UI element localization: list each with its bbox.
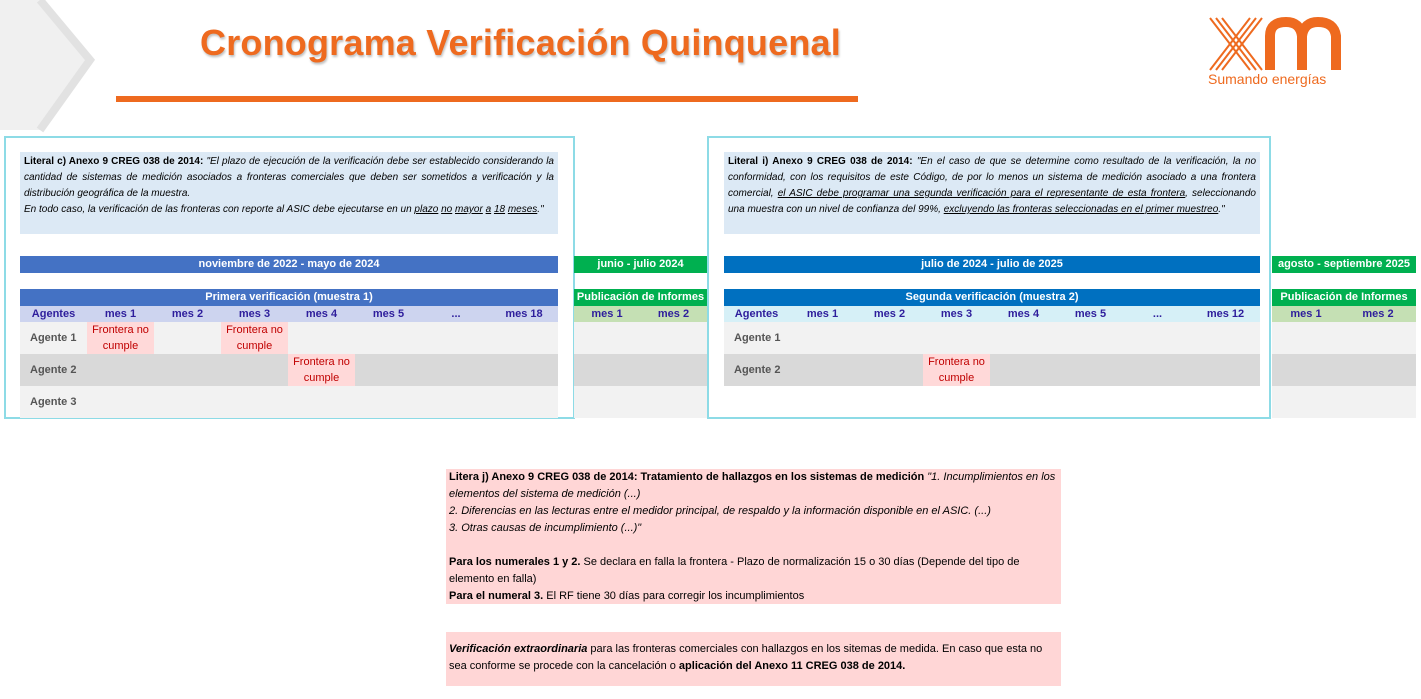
left-agent-row-3: Agente 3 <box>20 386 558 418</box>
fail-label: cumple <box>938 372 975 384</box>
right-header-month: mes 12 <box>1191 306 1260 322</box>
right-agent-row-1: Agente 1 <box>724 322 1260 354</box>
literal-i-underline1: el ASIC debe programar una segunda verificación para el representante de esta frontera <box>777 188 1186 199</box>
fail-cell-agent1-mes1 <box>87 322 154 354</box>
left-header-month: ... <box>422 306 490 322</box>
literal-c-meses: meses <box>507 204 538 215</box>
literal-c-title: Literal c) Anexo 9 CREG 038 de 2014: <box>24 156 204 167</box>
literal-j-item-1: "1. Incumplimientos en los elementos del sistema de medición (...) <box>449 471 1056 500</box>
right-header-agentes: Agentes <box>724 306 789 322</box>
fail-label: Frontera no <box>226 324 283 336</box>
literal-c-note <box>20 152 558 234</box>
publication-2-bar: Publicación de Informes <box>1272 289 1416 306</box>
first-verification-bar: Primera verificación (muestra 1) <box>20 289 558 306</box>
right-header-month: mes 1 <box>789 306 856 322</box>
literal-c-plazo: plazo <box>414 204 439 215</box>
extraordinary-text: para las fronteras comerciales con hallazgos en los sitemas de medida. En caso que esta no sea conforme se procede con la cancelación o <box>449 643 1043 672</box>
right-header-month: mes 5 <box>1057 306 1124 322</box>
pub1-row-2 <box>574 354 707 386</box>
decorative-chevron <box>0 0 96 140</box>
fail-label: Frontera no <box>928 356 985 368</box>
literal-c-quote: "El plazo de ejecución de la verificación debe ser establecido considerando la cantidad de sistemas de medición asociados a fronteras comerciales que deben ser sometidos a verificación y la distribución geográfica de la muestra. <box>24 156 554 199</box>
literal-i-part3: ." <box>1218 204 1225 215</box>
literal-i-part1: "En el caso de que se determine como resultado de la verificación, la no conformidad, con los requisitos de este Código, de por lo menos un sistema de medición asociado a una frontera comercial, <box>728 156 1257 199</box>
left-header-month: mes 5 <box>355 306 422 322</box>
left-agent-row-1: Agente 1 <box>20 322 558 354</box>
second-verification-bar: Segunda verificación (muestra 2) <box>724 289 1260 306</box>
literal-j-title: Litera j) Anexo 9 CREG 038 de 2014: Tratamiento de hallazgos en los sistemas de medición <box>449 471 925 483</box>
pub1-header-month: mes 1 <box>574 306 640 322</box>
literal-i-underline2: excluyendo las fronteras seleccionadas en el primer muestreo <box>943 204 1219 215</box>
left-header-month: mes 1 <box>87 306 154 322</box>
literal-c-end: ." <box>537 204 544 215</box>
page-title: Cronograma Verificación Quinquenal <box>200 22 841 63</box>
pub2-row-1 <box>1272 322 1416 354</box>
fail-cell-second-agent2-mes3 <box>923 354 990 386</box>
left-header-month: mes 4 <box>288 306 355 322</box>
literal-c-18: 18 <box>493 204 506 215</box>
pub2-header-month: mes 2 <box>1340 306 1416 322</box>
period-3-bar: julio de 2024 - julio de 2025 <box>724 256 1260 273</box>
extraordinary-title: Verificación extraordinaria <box>449 643 588 655</box>
right-header-month: mes 4 <box>990 306 1057 322</box>
pub1-header-month: mes 2 <box>640 306 707 322</box>
period-1-bar: noviembre de 2022 - mayo de 2024 <box>20 256 558 273</box>
literal-j-box <box>446 469 1061 604</box>
pub2-row-2 <box>1272 354 1416 386</box>
fail-cell-agent2-mes4 <box>288 354 355 386</box>
numeral-3-label: Para el numeral 3. <box>449 590 544 602</box>
right-header-month: ... <box>1124 306 1191 322</box>
left-header-month: mes 3 <box>221 306 288 322</box>
title-underline <box>116 96 858 102</box>
fail-label: Frontera no <box>92 324 149 336</box>
left-header-month: mes 18 <box>490 306 558 322</box>
literal-c-a: a <box>485 204 492 215</box>
numerales-1-2-label: Para los numerales 1 y 2. <box>449 556 581 568</box>
left-agent-row-2: Agente 2 <box>20 354 558 386</box>
logo-tagline: Sumando energías <box>1208 71 1327 87</box>
pub2-row-3 <box>1272 386 1416 418</box>
right-header-month: mes 2 <box>856 306 923 322</box>
numerales-1-2-text: Se declara en falla la frontera - Plazo de normalización 15 o 30 días (Depende del tipo de elemento en falla) <box>449 556 1020 585</box>
fail-label: cumple <box>303 372 340 384</box>
period-4-bar: agosto - septiembre 2025 <box>1272 256 1416 273</box>
fail-label: Frontera no <box>293 356 350 368</box>
fail-label: cumple <box>236 340 273 352</box>
publication-1-bar: Publicación de Informes <box>574 289 707 306</box>
extraordinary-verification-box <box>446 632 1061 686</box>
numeral-3-text: El RF tiene 30 días para corregir los incumplimientos <box>543 590 805 602</box>
pub1-row-1 <box>574 322 707 354</box>
left-header-month: mes 2 <box>154 306 221 322</box>
literal-j-item-3: 3. Otras causas de incumplimiento (...)" <box>449 522 642 534</box>
right-header-month: mes 3 <box>923 306 990 322</box>
literal-i-note <box>724 152 1260 234</box>
literal-c-mayor: mayor <box>455 204 483 215</box>
literal-j-item-2: 2. Diferencias en las lecturas entre el medidor principal, de respaldo y la información disponible en el ASIC. (...) <box>449 505 991 517</box>
right-agent-row-2: Agente 2 <box>724 354 1260 386</box>
pub1-row-3 <box>574 386 707 418</box>
fail-cell-agent1-mes3 <box>221 322 288 354</box>
fail-label: cumple <box>102 340 139 352</box>
left-header-agentes: Agentes <box>20 306 87 322</box>
literal-i-part2: , seleccionando una muestra con un nivel de confianza del 99%, <box>728 188 1256 215</box>
literal-i-title: Literal i) Anexo 9 CREG 038 de 2014: <box>728 156 913 167</box>
literal-c-line2: En todo caso, la verificación de las fronteras con reporte al ASIC debe ejecutarse en un <box>24 204 415 215</box>
extraordinary-annex: aplicación del Anexo 11 CREG 038 de 2014. <box>678 660 906 672</box>
literal-c-no: no <box>441 204 453 215</box>
pub2-header-month: mes 1 <box>1272 306 1340 322</box>
period-2-bar: junio - julio 2024 <box>574 256 707 273</box>
